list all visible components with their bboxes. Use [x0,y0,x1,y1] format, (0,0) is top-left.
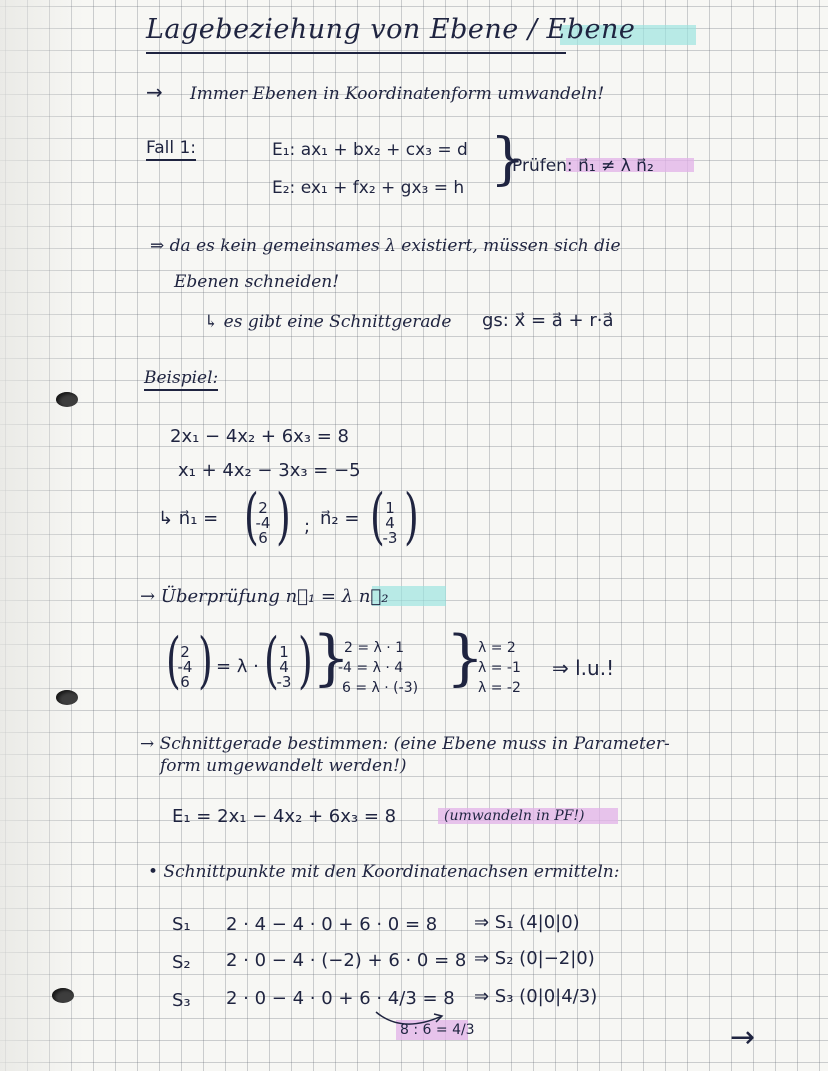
lu-verdict: ⇒ l.u.! [552,656,615,680]
point-result: ⇒ S₂ (0|−2|0) [474,948,595,969]
point-calc: 2 · 0 − 4 · (−2) + 6 · 0 = 8 [226,950,467,971]
lambda-result: λ = -1 [478,660,521,676]
conclusion-line-2: Ebenen schneiden! [174,272,340,292]
n2-right-paren: ) [404,480,419,552]
normal-vector-1 [252,494,274,552]
binding-hole [56,690,78,705]
n2-left-paren: ( [370,480,385,552]
case-brace: } [490,127,526,192]
conclusion-line-3: ↳ es gibt eine Schnittgerade [204,312,452,332]
lhs-component: 2 [180,642,190,661]
n1-component: -4 [255,513,271,532]
system-line: 6 = λ · (-3) [342,680,419,696]
intro-text: Immer Ebenen in Koordinatenform umwandeln! [190,84,605,104]
plane-equation: E₁ = 2x₁ − 4x₂ + 6x₃ = 8 [172,806,397,827]
example-label: Beispiel: [144,368,218,391]
rhs-component: -3 [276,672,292,691]
lhs-component: -4 [177,657,193,676]
conclusion-line-1: ⇒ da es kein gemeinsames λ existiert, müssen sich die [150,236,621,256]
n2-component: -3 [382,528,398,547]
lhs-component: 6 [180,672,190,691]
point-result: ⇒ S₃ (0|0|4/3) [474,986,598,1007]
lhs-right-paren: ) [198,624,213,696]
check-eq-lambda: = λ · [216,656,259,677]
check-heading: → Überprüfung n⃗₁ = λ n⃗₂ [140,586,389,607]
side-calc: 8 : 6 = 4/3 [400,1022,475,1038]
n2-component: 4 [385,513,395,532]
page-title: Lagebeziehung von Ebene / Ebene [146,14,636,45]
results-brace: } [446,623,485,693]
intersection-heading-1: → Schnittgerade bestimmen: (eine Ebene muss in Parameter- [140,734,670,754]
n1-component: 2 [258,498,268,517]
n1-right-paren: ) [276,480,291,552]
lambda-result: λ = 2 [478,640,516,656]
case-equation-1: E₁: ax₁ + bx₂ + cx₃ = d [272,140,468,160]
system-line: 2 = λ · 1 [344,640,405,656]
normal-vector-2 [378,494,402,552]
point-label: S₁ [172,914,191,935]
n2-component: 1 [385,498,395,517]
system-line: -4 = λ · 4 [338,660,404,676]
case-check: Prüfen: n⃗₁ ≠ λ n⃗₂ [512,156,654,176]
point-label: S₂ [172,952,191,973]
title-underline [146,52,566,54]
binding-hole [56,392,78,407]
check-lhs-vector [174,638,196,696]
point-result: ⇒ S₁ (4|0|0) [474,912,580,933]
next-page-arrow: → [730,1020,756,1055]
line-formula: gs: x⃗ = a⃗ + r·a⃗ [482,310,614,331]
intro-arrow: → [146,80,163,104]
rhs-component: 4 [279,657,289,676]
binding-hole [52,988,74,1003]
plane-note: (umwandeln in PF!) [444,808,585,824]
point-calc: 2 · 0 − 4 · 0 + 6 · 4/3 = 8 [226,988,455,1009]
example-equation-2: x₁ + 4x₂ − 3x₃ = −5 [178,460,361,481]
normals-prefix: ↳ n⃗₁ = [158,508,219,529]
intersection-heading-2: form umgewandelt werden!) [160,756,407,776]
system-brace: } [312,623,351,693]
n2-label: n⃗₂ = [320,508,360,529]
rhs-left-paren: ( [264,624,279,696]
example-equation-1: 2x₁ − 4x₂ + 6x₃ = 8 [170,426,349,447]
lhs-left-paren: ( [166,624,181,696]
axes-heading: • Schnittpunkte mit den Koordinatenachsen ermitteln: [148,862,620,882]
n1-left-paren: ( [244,480,259,552]
rhs-component: 1 [279,642,289,661]
lambda-result: λ = -2 [478,680,521,696]
notebook-binding-strip [0,0,84,1071]
case-equation-2: E₂: ex₁ + fx₂ + gx₃ = h [272,178,465,198]
normals-separator: ; [304,516,311,537]
rhs-right-paren: ) [298,624,313,696]
n1-component: 6 [258,528,268,547]
case-label: Fall 1: [146,138,196,161]
check-rhs-vector [272,638,296,696]
point-label: S₃ [172,990,191,1011]
point-calc: 2 · 4 − 4 · 0 + 6 · 0 = 8 [226,914,438,935]
